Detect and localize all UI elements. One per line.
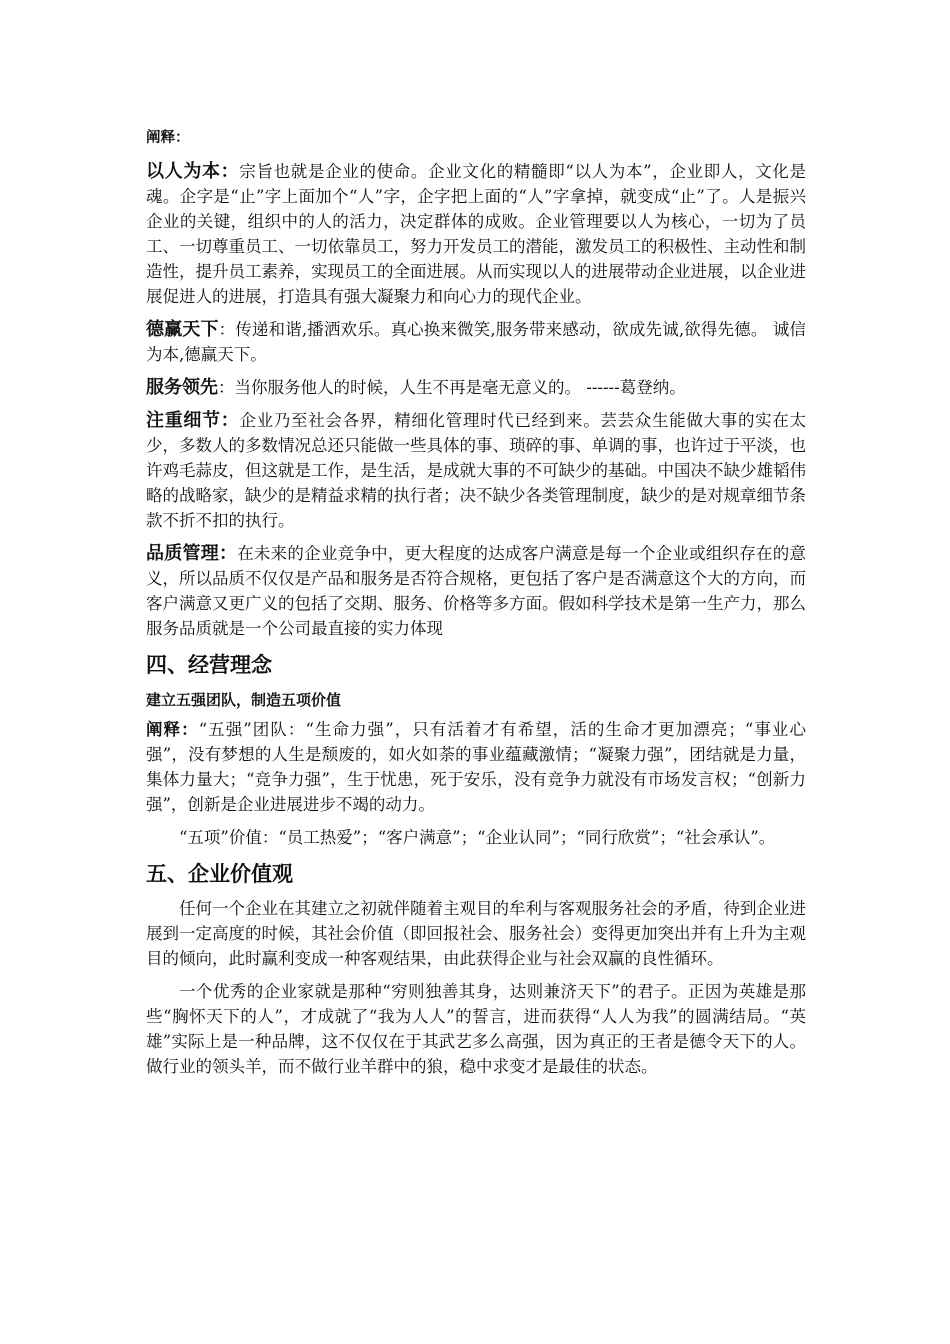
paragraph-text: “五强”团队：“生命力强”，只有活着才有希望，活的生命才更加漂亮；“事业心强”，没有梦想的人生是颓废的，如火如荼的事业蕴藏激情；“凝聚力强”，团结就是力量，集体力量大；“竞争力强”，生于忧患，死于安乐，没有竞争力就没有市场发言权；“创新力强”，创新是企业进展进步不竭的动力。 — [146, 720, 806, 814]
term-label: 德赢天下 — [146, 319, 219, 340]
subheading-five-teams: 建立五强团队，制造五项价值 — [146, 691, 342, 709]
term-label: 阐释： — [146, 720, 199, 739]
term-label: 服务领先 — [146, 377, 218, 398]
heading-corporate-values: 五、企业价值观 — [146, 862, 293, 886]
paragraph-values-1: 任何一个企业在其建立之初就伴随着主观目的牟利与客观服务社会的矛盾，待到企业进展到一定高度的时候，其社会价值（即回报社会、服务社会）变得更加突出并有上升为主观目的倾向，此时赢利变成一种客观结果，由此获得企业与社会双赢的良性循环。 — [146, 899, 806, 968]
paragraph-values-2: 一个优秀的企业家就是那种“穷则独善其身，达则兼济天下”的君子。正因为英雄是那些“胸怀天下的人”，才成就了“我为人人”的誓言，进而获得“人人为我”的圆满结局。“英雄”实际上是一种品牌，这不仅仅在于其武艺多么高强，因为真正的王者是德令天下的人。做行业的领头羊，而不做行业羊群中的狼，稳中求变才是最佳的状态。 — [146, 982, 806, 1076]
term-label: 注重细节： — [146, 410, 240, 431]
heading-business-philosophy: 四、经营理念 — [146, 653, 272, 677]
paragraph-virtue: 德赢天下：传递和谐,播洒欢乐。真心换来微笑,服务带来感动，欲成先诚,欲得先德。 诚信为本,德赢天下。 — [146, 319, 807, 364]
paragraph-text: 当你服务他人的时候，人生不再是毫无意义的。 ------葛登纳。 — [234, 378, 686, 397]
paragraph-people-first — [146, 159, 806, 309]
paragraph-text: 企业乃至社会各界，精细化管理时代已经到来。芸芸众生能做大事的实在太少，多数人的多数情况总还只能做一些具体的事、琐碎的事、单调的事，也许过于平淡，也许鸡毛蒜皮，但这就是工作，是生活，是成就大事的不可缺少的基础。中国决不缺少雄韬伟略的战略家，缺少的是精益求精的执行者；决不缺少各类管理制度，缺少的是对规章细节条款不折不扣的执行。 — [146, 411, 807, 530]
paragraph-details — [146, 408, 806, 533]
document-page — [146, 118, 806, 1079]
intro-label: 阐释： — [146, 130, 190, 146]
term-label: 品质管理： — [146, 543, 238, 564]
paragraph-service: 服务领先：当你服务他人的时候，人生不再是毫无意义的。 ------葛登纳。 — [146, 377, 686, 398]
paragraph-text: 传递和谐,播洒欢乐。真心换来微笑,服务带来感动，欲成先诚,欲得先德。 诚信为本,德赢天下。 — [146, 320, 807, 364]
paragraph-five-values: “五项”价值：“员工热爱”；“客户满意”；“企业认同”；“同行欣赏”；“社会承认”。 — [179, 828, 776, 847]
paragraph-text: 宗旨也就是企业的使命。企业文化的精髓即“以人为本”，企业即人，文化是魂。企字是“止”字上面加个“人”字，企字把上面的“人”字拿掉，就变成“止”了。人是振兴企业的关键，组织中的人的活力，决定群体的成败。企业管理要以人为核心，一切为了员工、一切尊重员工、一切依靠员工，努力开发员工的潜能，激发员工的积极性、主动性和制造性，提升员工素养，实现员工的全面进展。从而实现以人的进展带动企业进展，以企业进展促进人的进展，打造具有强大凝聚力和向心力的现代企业。 — [146, 162, 807, 306]
term-label: 以人为本： — [146, 161, 240, 182]
paragraph-text: 在未来的企业竞争中，更大程度的达成客户满意是每一个企业或组织存在的意义，所以品质不仅仅是产品和服务是否符合规格，更包括了客户是否满意这个大的方向，而客户满意又更广义的包括了交期、服务、价格等多方面。假如科学技术是第一生产力，那么服务品质就是一个公司最直接的实力体现 — [146, 544, 807, 638]
paragraph-quality — [146, 541, 806, 641]
paragraph-five-strengths — [146, 717, 806, 817]
